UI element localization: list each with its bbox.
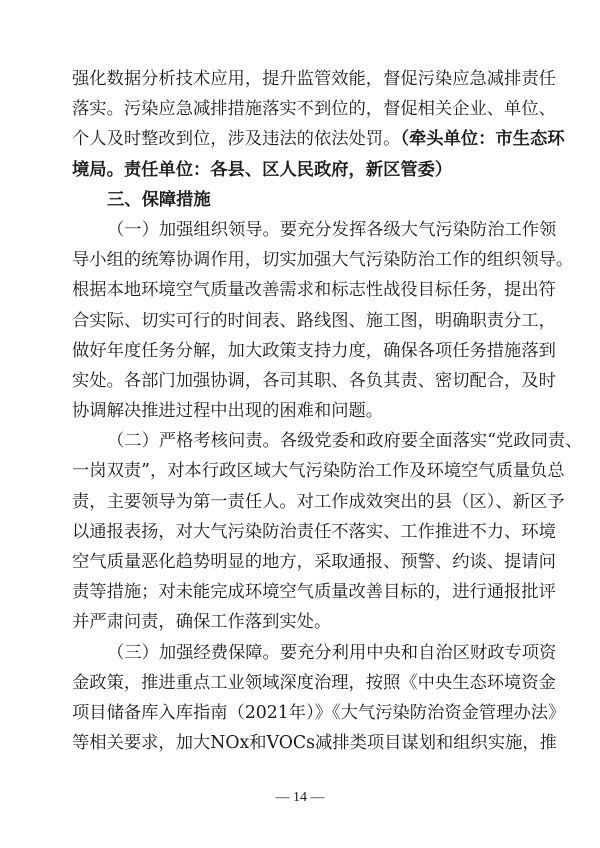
paragraph-first-line: （一）加强组织领导。要充分发挥各级大气污染防治工作领 bbox=[107, 219, 557, 240]
text-span: 个人及时整改到位，涉及违法的依法处罚。 bbox=[72, 129, 401, 150]
text-line: 做好年度任务分解，加大政策支持力度，确保各项任务措施落到 bbox=[72, 340, 556, 361]
text-line bbox=[72, 155, 542, 185]
body-text bbox=[72, 64, 583, 758]
text-line: 并严肃问责，确保工作落到实处。 bbox=[72, 612, 332, 633]
text-line: 导小组的统筹协调作用，切实加强大气污染防治工作的组织领导。 bbox=[72, 250, 574, 271]
text-line: 一岗双责”，对本行政区域大气污染防治工作及环境空气质量负总 bbox=[72, 461, 565, 482]
paragraph-first-line: （二）严格考核问责。各级党委和政府要全面落实“党政同责、 bbox=[107, 431, 583, 452]
text-line: 落实。污染应急减排措施落实不到位的，督促相关企业、单位、 bbox=[72, 99, 556, 120]
text-line: 协调解决推进过程中出现的困难和问题。 bbox=[72, 401, 384, 422]
paragraph-first-line: （三）加强经费保障。要充分利用中央和自治区财政专项资 bbox=[107, 642, 557, 663]
text-line: 根据本地环境空气质量改善需求和标志性战役目标任务，提出符 bbox=[72, 280, 556, 301]
text-line: 强化数据分析技术应用，提升监管效能，督促污染应急减排责任 bbox=[72, 69, 556, 89]
responsible-unit-text: （牵头单位：市生态环 bbox=[400, 129, 565, 150]
text-line: 实处。各部门加强协调，各司其职、各负其责、密切配合，及时 bbox=[72, 370, 556, 391]
text-line bbox=[72, 124, 565, 154]
text-line: 金政策，推进重点工业领域深度治理，按照《中央生态环境资金 bbox=[72, 672, 556, 693]
page-number: — 14 — bbox=[275, 790, 325, 805]
text-line: 责等措施；对未能完成环境空气质量改善目标的，进行通报批评 bbox=[72, 582, 556, 603]
section-heading: 三、保障措施 bbox=[107, 189, 211, 210]
responsible-unit-text: 境局。责任单位：各县、区人民政府，新区管委） bbox=[72, 159, 453, 180]
text-line: 责，主要领导为第一责任人。对工作成效突出的县（区）、新区予 bbox=[72, 491, 565, 512]
text-line: 项目储备库入库指南（2021年）》《大气污染防治资金管理办法》 bbox=[72, 702, 566, 723]
text-line: 等相关要求，加大NOx和VOCs减排类项目谋划和组织实施，推 bbox=[72, 733, 557, 754]
text-line: 以通报表扬，对大气污染防治责任不落实、工作推进不力、环境 bbox=[72, 521, 556, 542]
text-line: 合实际、切实可行的时间表、路线图、施工图，明确职责分工， bbox=[72, 310, 556, 331]
text-line: 空气质量恶化趋势明显的地方，采取通报、预警、约谈、提请问 bbox=[72, 552, 556, 572]
